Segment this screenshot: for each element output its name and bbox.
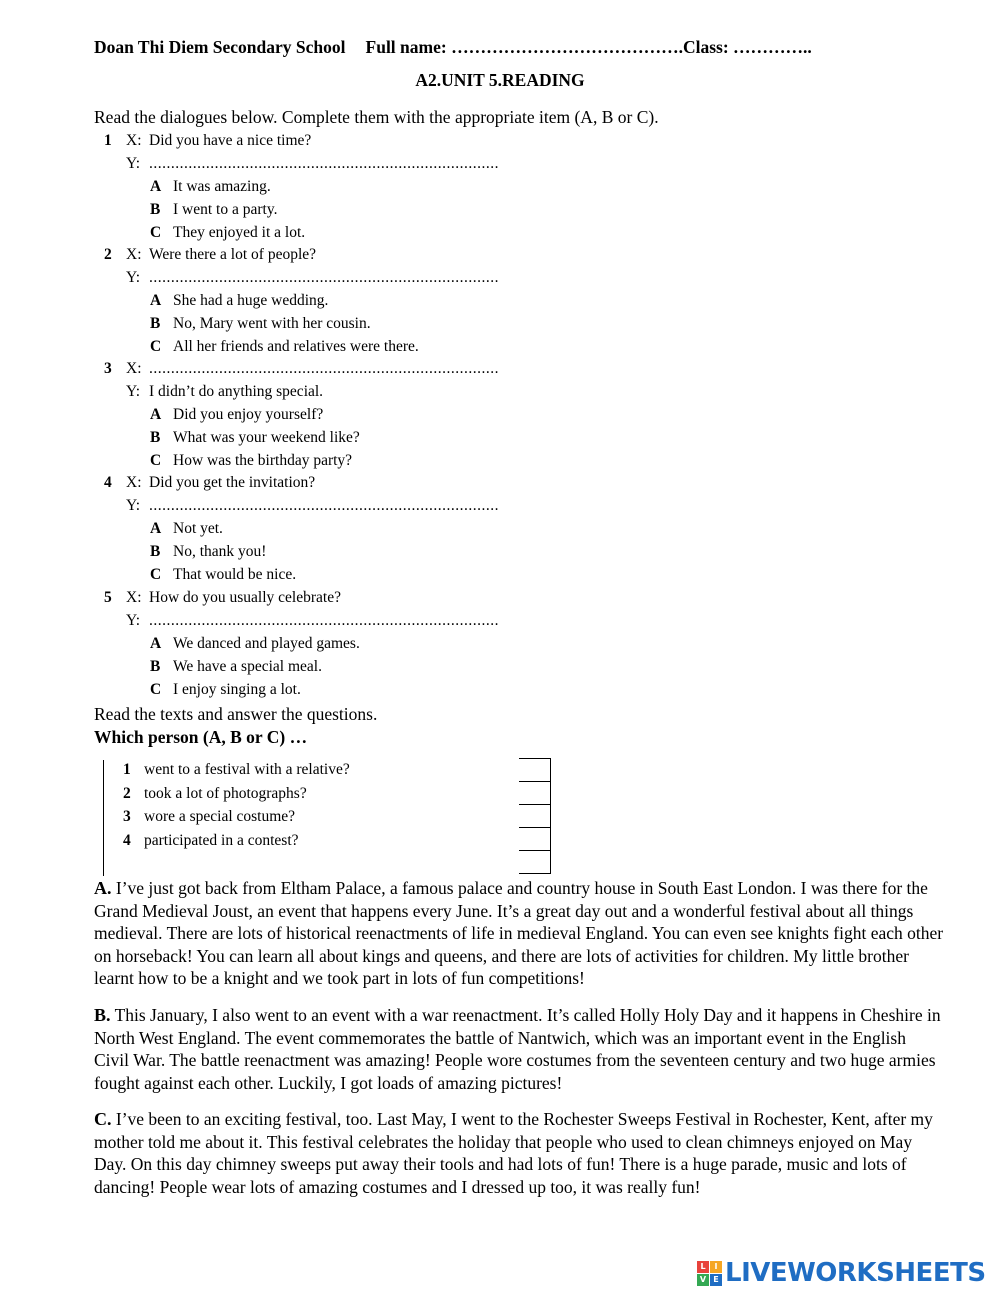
question-number: 4 [104, 474, 112, 491]
logo-square: V [697, 1274, 709, 1286]
option-letter[interactable]: A [150, 292, 162, 309]
answer-box[interactable] [519, 758, 551, 781]
answer-blank[interactable]: ................................................................................ [149, 155, 499, 172]
option-letter[interactable]: B [150, 543, 161, 560]
option-text[interactable]: I enjoy singing a lot. [173, 681, 301, 698]
option-text[interactable]: She had a huge wedding. [173, 292, 329, 309]
text-a-body: I’ve just got back from Eltham Palace, a famous palace and country house in South East London. I was there for the Grand Medieval Joust, an event that happens every June. It’s a great day out and a wonderful festival about all things medieval. There are lots of historical reenactments of life in medieval England. You can even see knights fight each other on horseback! You can learn all about kings and queens, and there are lots of activities for children. My little brother learnt how to be a knight and we took part in lots of fun competitions! [94, 878, 944, 988]
option-text[interactable]: We danced and played games. [173, 635, 360, 652]
full-name-class-field[interactable]: Full name: ………………………………….Class: ………….. [365, 37, 812, 57]
option-text[interactable]: I went to a party. [173, 201, 278, 218]
answer-box[interactable] [519, 781, 551, 804]
question-number: 5 [104, 589, 112, 606]
option-text[interactable]: All her friends and relatives were there. [173, 338, 419, 355]
option-text[interactable]: We have a special meal. [173, 658, 322, 675]
logo-square: L [697, 1261, 709, 1273]
left-rule [103, 760, 104, 876]
match-question-number: 1 [123, 761, 131, 778]
answer-box[interactable] [519, 827, 551, 850]
text-a [94, 877, 944, 990]
speaker-x-line: Did you have a nice time? [149, 132, 312, 149]
match-question-number: 4 [123, 832, 131, 849]
logo-square: E [710, 1274, 722, 1286]
part1-instruction: Read the dialogues below. Complete them with the appropriate item (A, B or C). [94, 107, 659, 127]
logo-square: I [710, 1261, 722, 1273]
option-letter[interactable]: C [150, 681, 162, 698]
option-text[interactable]: What was your weekend like? [173, 429, 360, 446]
option-text[interactable]: They enjoyed it a lot. [173, 224, 306, 241]
match-question-text: participated in a contest? [144, 832, 299, 849]
school-name: Doan Thi Diem Secondary School [94, 37, 346, 57]
option-letter[interactable]: A [150, 178, 162, 195]
answer-box[interactable] [519, 850, 551, 874]
match-question-text: took a lot of photographs? [144, 785, 307, 802]
speaker-x-label: X: [126, 589, 142, 606]
text-c [94, 1108, 944, 1198]
question-number: 3 [104, 360, 112, 377]
part2-prompt: Which person (A, B or C) … [94, 727, 308, 747]
answer-blank[interactable]: ................................................................................ [149, 360, 499, 377]
part2-instruction: Read the texts and answer the questions. [94, 704, 378, 724]
speaker-x-label: X: [126, 360, 142, 377]
option-text[interactable]: How was the birthday party? [173, 452, 353, 469]
logo-text: LIVEWORKSHEETS [725, 1258, 986, 1288]
option-letter[interactable]: C [150, 452, 162, 469]
page-title: A2.UNIT 5.READING [415, 70, 585, 90]
match-question-text: wore a special costume? [144, 808, 296, 825]
text-b-label: B. [94, 1005, 111, 1025]
option-letter[interactable]: B [150, 201, 161, 218]
answer-blank[interactable]: ................................................................................ [149, 612, 499, 629]
option-letter[interactable]: B [150, 658, 161, 675]
speaker-y-label: Y: [126, 497, 141, 514]
option-text[interactable]: Not yet. [173, 520, 223, 537]
match-question-text: went to a festival with a relative? [144, 761, 350, 778]
question-number: 2 [104, 246, 112, 263]
match-question-number: 2 [123, 785, 131, 802]
speaker-x-line: How do you usually celebrate? [149, 589, 341, 606]
match-question-number: 3 [123, 808, 131, 825]
text-c-label: C. [94, 1109, 112, 1129]
speaker-y-label: Y: [126, 383, 141, 400]
text-b [94, 1004, 944, 1094]
logo-squares-icon [697, 1261, 722, 1286]
answer-blank[interactable]: ................................................................................ [149, 497, 499, 514]
text-c-body: I’ve been to an exciting festival, too. Last May, I went to the Rochester Sweeps Festival in Rochester, Kent, after my mother told me about it. This festival celebrates the holiday that people who used to clean chimneys enjoyed on May Day. On this day chimney sweeps put away their tools and had lots of fun! There is a huge parade, music and lots of dancing! People wear lots of amazing costumes and I dressed up too, it was really fun! [94, 1109, 933, 1197]
option-text[interactable]: No, thank you! [173, 543, 267, 560]
speaker-y-line: I didn’t do anything special. [149, 383, 324, 400]
option-letter[interactable]: B [150, 315, 161, 332]
text-b-body: This January, I also went to an event with a war reenactment. It’s called Holly Holy Day and it happens in Cheshire in North West England. The event commemorates the battle of Nantwich, which was an important event in the English Civil War. The battle reenactment was amazing! People wore costumes from the seventeen century and two huge armies fought against each other. Luckily, I got loads of amazing pictures! [94, 1005, 941, 1093]
option-letter[interactable]: C [150, 566, 162, 583]
speaker-x-label: X: [126, 132, 142, 149]
speaker-x-label: X: [126, 246, 142, 263]
option-letter[interactable]: A [150, 520, 162, 537]
answer-box[interactable] [519, 804, 551, 827]
option-letter[interactable]: A [150, 635, 162, 652]
option-text[interactable]: No, Mary went with her cousin. [173, 315, 371, 332]
option-text[interactable]: Did you enjoy yourself? [173, 406, 324, 423]
answer-boxes [519, 758, 551, 874]
speaker-y-label: Y: [126, 269, 141, 286]
option-letter[interactable]: C [150, 338, 162, 355]
header-line [94, 37, 812, 58]
speaker-x-line: Were there a lot of people? [149, 246, 317, 263]
option-letter[interactable]: B [150, 429, 161, 446]
liveworksheets-logo [697, 1258, 986, 1288]
speaker-x-line: Did you get the invitation? [149, 474, 316, 491]
option-text[interactable]: That would be nice. [173, 566, 297, 583]
text-a-label: A. [94, 878, 112, 898]
question-number: 1 [104, 132, 112, 149]
answer-blank[interactable]: ................................................................................ [149, 269, 499, 286]
option-letter[interactable]: A [150, 406, 162, 423]
speaker-x-label: X: [126, 474, 142, 491]
option-letter[interactable]: C [150, 224, 162, 241]
option-text[interactable]: It was amazing. [173, 178, 271, 195]
speaker-y-label: Y: [126, 612, 141, 629]
speaker-y-label: Y: [126, 155, 141, 172]
